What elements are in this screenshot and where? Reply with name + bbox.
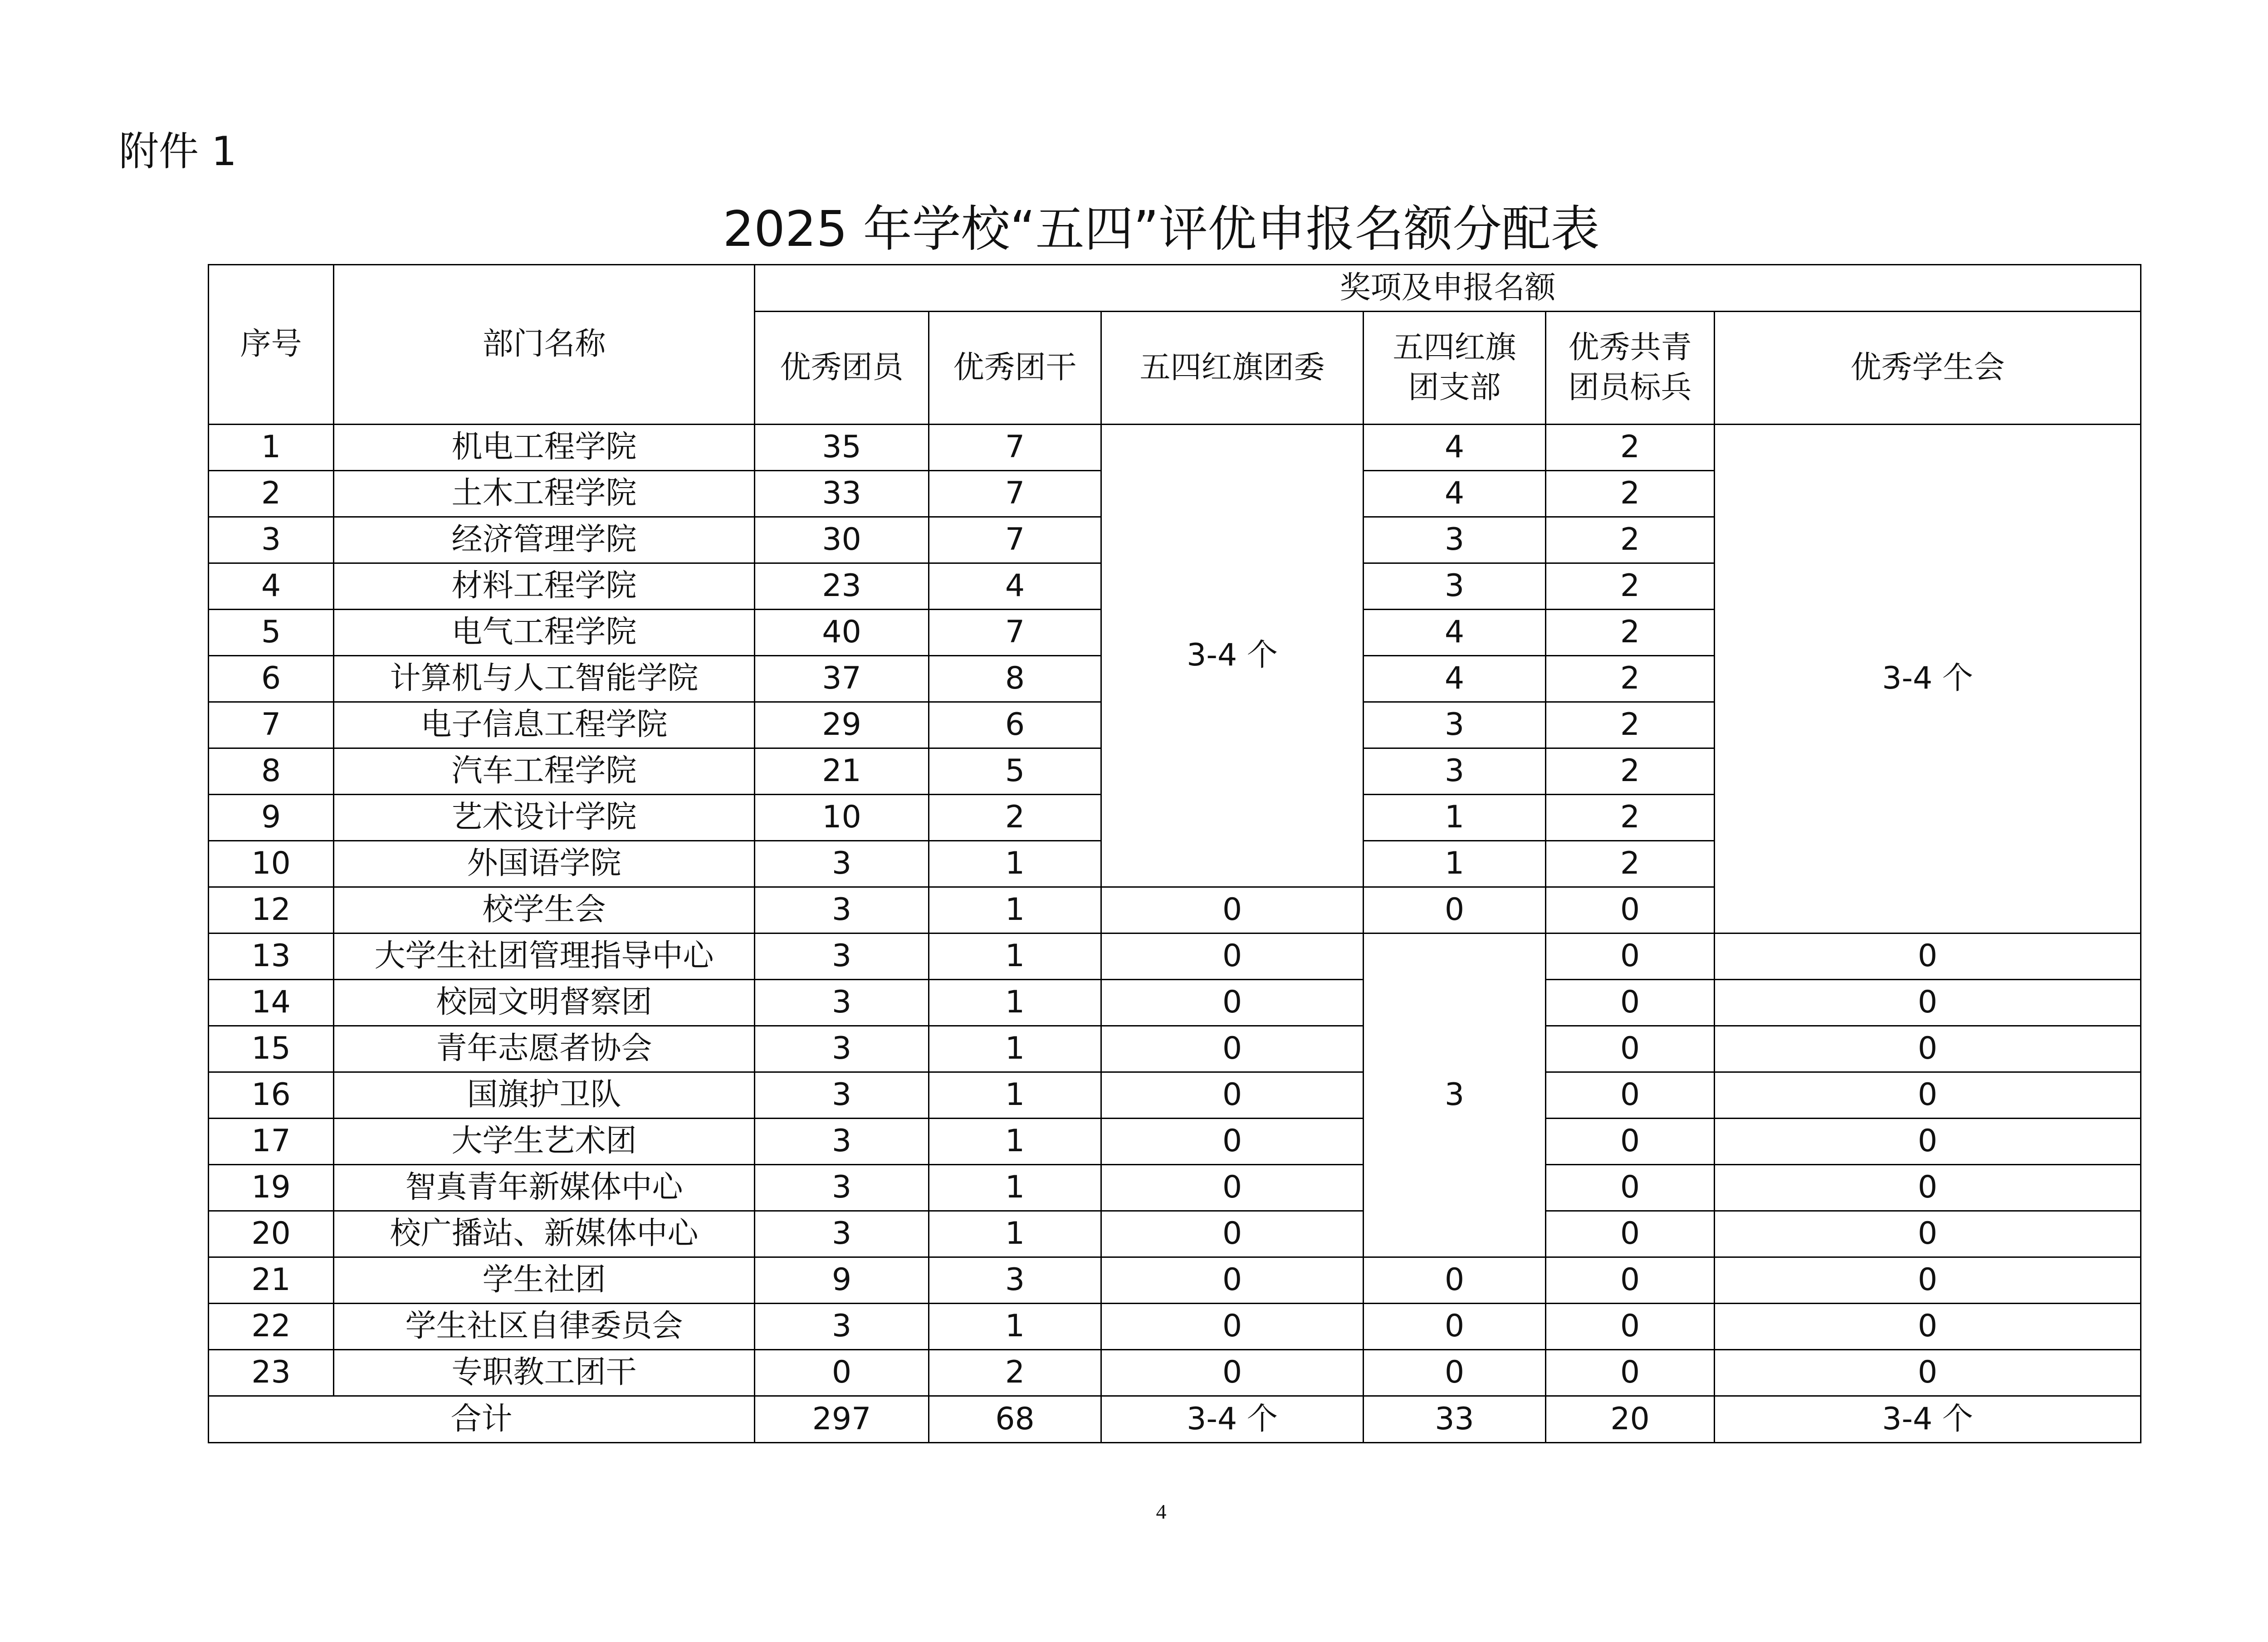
cell-index: 16 <box>209 1072 334 1119</box>
cell-excellent-member: 23 <box>755 563 929 610</box>
cell-red-flag-branch: 3 <box>1364 563 1546 610</box>
cell-department: 专职教工团干 <box>334 1350 755 1396</box>
cell-index: 6 <box>209 656 334 702</box>
cell-department: 经济管理学院 <box>334 517 755 563</box>
table-row <box>209 1026 2141 1072</box>
cell-excellent-cadre: 1 <box>929 1211 1101 1257</box>
cell-excellent-member: 3 <box>755 933 929 980</box>
cell-model-member: 2 <box>1546 795 1715 841</box>
cell-model-member: 2 <box>1546 610 1715 656</box>
cell-red-flag-committee: 0 <box>1101 1350 1364 1396</box>
cell-department: 学生社团 <box>334 1257 755 1304</box>
cell-excellent-member: 3 <box>755 887 929 933</box>
col-header-model-member-line1: 优秀共青 <box>1568 329 1692 366</box>
total-red-flag-branch: 33 <box>1364 1396 1546 1443</box>
cell-department: 青年志愿者协会 <box>334 1026 755 1072</box>
total-excellent-member: 297 <box>755 1396 929 1443</box>
cell-student-union: 0 <box>1715 1072 2141 1119</box>
cell-red-flag-branch: 4 <box>1364 425 1546 471</box>
cell-department: 学生社区自律委员会 <box>334 1304 755 1350</box>
cell-department: 校学生会 <box>334 887 755 933</box>
cell-student-union: 0 <box>1715 1119 2141 1165</box>
cell-excellent-cadre: 1 <box>929 1165 1101 1211</box>
col-header-model-member-line2: 团员标兵 <box>1568 370 1692 406</box>
cell-department: 土木工程学院 <box>334 471 755 517</box>
cell-index: 22 <box>209 1304 334 1350</box>
col-header-index: 序号 <box>209 265 334 425</box>
cell-index: 12 <box>209 887 334 933</box>
cell-index: 4 <box>209 563 334 610</box>
cell-department: 外国语学院 <box>334 841 755 887</box>
cell-excellent-member: 3 <box>755 1072 929 1119</box>
cell-index: 21 <box>209 1257 334 1304</box>
cell-index: 9 <box>209 795 334 841</box>
cell-excellent-member: 30 <box>755 517 929 563</box>
cell-excellent-cadre: 1 <box>929 1026 1101 1072</box>
table-row <box>209 1165 2141 1211</box>
cell-model-member: 0 <box>1546 1304 1715 1350</box>
cell-index: 10 <box>209 841 334 887</box>
cell-excellent-member: 37 <box>755 656 929 702</box>
cell-excellent-cadre: 1 <box>929 841 1101 887</box>
cell-student-union: 0 <box>1715 1304 2141 1350</box>
cell-department: 大学生社团管理指导中心 <box>334 933 755 980</box>
cell-red-flag-branch: 4 <box>1364 610 1546 656</box>
cell-excellent-member: 3 <box>755 1211 929 1257</box>
cell-model-member: 0 <box>1546 1026 1715 1072</box>
cell-red-flag-committee: 0 <box>1101 887 1364 933</box>
cell-red-flag-branch: 4 <box>1364 656 1546 702</box>
cell-index: 14 <box>209 980 334 1026</box>
cell-index: 5 <box>209 610 334 656</box>
cell-department: 艺术设计学院 <box>334 795 755 841</box>
cell-red-flag-branch: 0 <box>1364 1257 1546 1304</box>
cell-student-union: 0 <box>1715 1257 2141 1304</box>
group-header-awards: 奖项及申报名额 <box>755 265 2141 312</box>
col-header-red-flag-branch-line2: 团支部 <box>1408 370 1501 406</box>
quota-table <box>208 264 2141 1443</box>
cell-excellent-cadre: 7 <box>929 517 1101 563</box>
cell-red-flag-branch: 3 <box>1364 517 1546 563</box>
cell-excellent-member: 9 <box>755 1257 929 1304</box>
cell-index: 1 <box>209 425 334 471</box>
document-title: 2025 年学校“五四”评优申报名额分配表 <box>723 201 1600 258</box>
cell-model-member: 0 <box>1546 980 1715 1026</box>
cell-department: 智真青年新媒体中心 <box>334 1165 755 1211</box>
table-row <box>209 1350 2141 1396</box>
cell-department: 汽车工程学院 <box>334 748 755 795</box>
cell-red-flag-branch: 1 <box>1364 795 1546 841</box>
col-header-department: 部门名称 <box>334 265 755 425</box>
cell-red-flag-committee: 0 <box>1101 1119 1364 1165</box>
cell-department: 机电工程学院 <box>334 425 755 471</box>
total-row <box>209 1396 2141 1443</box>
cell-excellent-cadre: 1 <box>929 1119 1101 1165</box>
cell-index: 15 <box>209 1026 334 1072</box>
cell-red-flag-branch-merged: 3 <box>1364 933 1546 1257</box>
cell-index: 8 <box>209 748 334 795</box>
cell-excellent-member: 21 <box>755 748 929 795</box>
cell-excellent-member: 35 <box>755 425 929 471</box>
cell-model-member: 2 <box>1546 563 1715 610</box>
cell-index: 13 <box>209 933 334 980</box>
cell-excellent-member: 29 <box>755 702 929 748</box>
cell-student-union: 0 <box>1715 1165 2141 1211</box>
cell-red-flag-branch: 1 <box>1364 841 1546 887</box>
page-number: 4 <box>1156 1500 1167 1523</box>
cell-red-flag-committee: 0 <box>1101 1257 1364 1304</box>
cell-model-member: 0 <box>1546 1119 1715 1165</box>
cell-red-flag-committee: 0 <box>1101 1304 1364 1350</box>
total-student-union: 3-4 个 <box>1715 1396 2141 1443</box>
table-row <box>209 980 2141 1026</box>
cell-department: 电子信息工程学院 <box>334 702 755 748</box>
cell-model-member: 2 <box>1546 702 1715 748</box>
table-row <box>209 1119 2141 1165</box>
cell-red-flag-committee: 0 <box>1101 1026 1364 1072</box>
total-red-flag-committee: 3-4 个 <box>1101 1396 1364 1443</box>
cell-excellent-member: 3 <box>755 841 929 887</box>
cell-excellent-cadre: 1 <box>929 1072 1101 1119</box>
cell-model-member: 0 <box>1546 1211 1715 1257</box>
table-body <box>209 425 2141 1443</box>
cell-index: 19 <box>209 1165 334 1211</box>
cell-department: 大学生艺术团 <box>334 1119 755 1165</box>
cell-excellent-member: 3 <box>755 1026 929 1072</box>
cell-student-union: 0 <box>1715 1350 2141 1396</box>
cell-model-member: 2 <box>1546 656 1715 702</box>
cell-index: 7 <box>209 702 334 748</box>
col-header-excellent-cadre: 优秀团干 <box>929 312 1101 425</box>
cell-excellent-cadre: 7 <box>929 425 1101 471</box>
cell-excellent-cadre: 1 <box>929 980 1101 1026</box>
cell-index: 23 <box>209 1350 334 1396</box>
cell-red-flag-committee: 0 <box>1101 1165 1364 1211</box>
cell-excellent-cadre: 1 <box>929 887 1101 933</box>
col-header-red-flag-branch-line1: 五四红旗 <box>1393 329 1516 366</box>
cell-red-flag-committee-merged: 3-4 个 <box>1101 425 1364 887</box>
cell-excellent-cadre: 2 <box>929 1350 1101 1396</box>
table-row <box>209 1257 2141 1304</box>
cell-model-member: 0 <box>1546 1257 1715 1304</box>
attachment-label: 附件 1 <box>119 128 237 175</box>
cell-model-member: 2 <box>1546 517 1715 563</box>
cell-excellent-member: 10 <box>755 795 929 841</box>
cell-red-flag-committee: 0 <box>1101 1072 1364 1119</box>
cell-red-flag-branch: 0 <box>1364 887 1546 933</box>
cell-department: 国旗护卫队 <box>334 1072 755 1119</box>
cell-model-member: 0 <box>1546 1165 1715 1211</box>
col-header-student-union: 优秀学生会 <box>1715 312 2141 425</box>
cell-red-flag-committee: 0 <box>1101 980 1364 1026</box>
cell-excellent-member: 3 <box>755 1304 929 1350</box>
cell-index: 20 <box>209 1211 334 1257</box>
col-header-model-member <box>1546 312 1715 425</box>
cell-excellent-cadre: 3 <box>929 1257 1101 1304</box>
cell-model-member: 2 <box>1546 425 1715 471</box>
cell-red-flag-branch: 0 <box>1364 1304 1546 1350</box>
cell-excellent-cadre: 2 <box>929 795 1101 841</box>
cell-red-flag-branch: 3 <box>1364 702 1546 748</box>
cell-student-union: 0 <box>1715 1211 2141 1257</box>
cell-red-flag-branch: 4 <box>1364 471 1546 517</box>
cell-excellent-cadre: 5 <box>929 748 1101 795</box>
cell-model-member: 2 <box>1546 748 1715 795</box>
cell-department: 校广播站、新媒体中心 <box>334 1211 755 1257</box>
cell-excellent-member: 3 <box>755 1165 929 1211</box>
cell-excellent-member: 40 <box>755 610 929 656</box>
cell-student-union-merged: 3-4 个 <box>1715 425 2141 933</box>
total-excellent-cadre: 68 <box>929 1396 1101 1443</box>
cell-department: 计算机与人工智能学院 <box>334 656 755 702</box>
table-row <box>209 1304 2141 1350</box>
cell-department: 电气工程学院 <box>334 610 755 656</box>
total-label: 合计 <box>209 1396 755 1443</box>
cell-excellent-cadre: 7 <box>929 471 1101 517</box>
col-header-excellent-member: 优秀团员 <box>755 312 929 425</box>
cell-department: 材料工程学院 <box>334 563 755 610</box>
cell-model-member: 0 <box>1546 887 1715 933</box>
cell-excellent-cadre: 7 <box>929 610 1101 656</box>
cell-model-member: 0 <box>1546 933 1715 980</box>
cell-excellent-cadre: 8 <box>929 656 1101 702</box>
table-row <box>209 933 2141 980</box>
table-row <box>209 1072 2141 1119</box>
cell-excellent-member: 0 <box>755 1350 929 1396</box>
cell-department: 校园文明督察团 <box>334 980 755 1026</box>
cell-model-member: 2 <box>1546 841 1715 887</box>
cell-excellent-member: 3 <box>755 980 929 1026</box>
col-header-red-flag-branch <box>1364 312 1546 425</box>
cell-student-union: 0 <box>1715 1026 2141 1072</box>
cell-student-union: 0 <box>1715 980 2141 1026</box>
cell-model-member: 0 <box>1546 1350 1715 1396</box>
cell-model-member: 2 <box>1546 471 1715 517</box>
table-row <box>209 1211 2141 1257</box>
cell-excellent-member: 33 <box>755 471 929 517</box>
cell-model-member: 0 <box>1546 1072 1715 1119</box>
cell-excellent-member: 3 <box>755 1119 929 1165</box>
cell-excellent-cadre: 1 <box>929 933 1101 980</box>
table-row <box>209 425 2141 471</box>
cell-red-flag-branch: 0 <box>1364 1350 1546 1396</box>
cell-red-flag-committee: 0 <box>1101 933 1364 980</box>
col-header-red-flag-committee: 五四红旗团委 <box>1101 312 1364 425</box>
cell-red-flag-committee: 0 <box>1101 1211 1364 1257</box>
cell-student-union: 0 <box>1715 933 2141 980</box>
header-row-1 <box>209 265 2141 312</box>
cell-excellent-cadre: 6 <box>929 702 1101 748</box>
cell-excellent-cadre: 4 <box>929 563 1101 610</box>
cell-excellent-cadre: 1 <box>929 1304 1101 1350</box>
cell-index: 2 <box>209 471 334 517</box>
cell-index: 3 <box>209 517 334 563</box>
cell-index: 17 <box>209 1119 334 1165</box>
total-model-member: 20 <box>1546 1396 1715 1443</box>
cell-red-flag-branch: 3 <box>1364 748 1546 795</box>
